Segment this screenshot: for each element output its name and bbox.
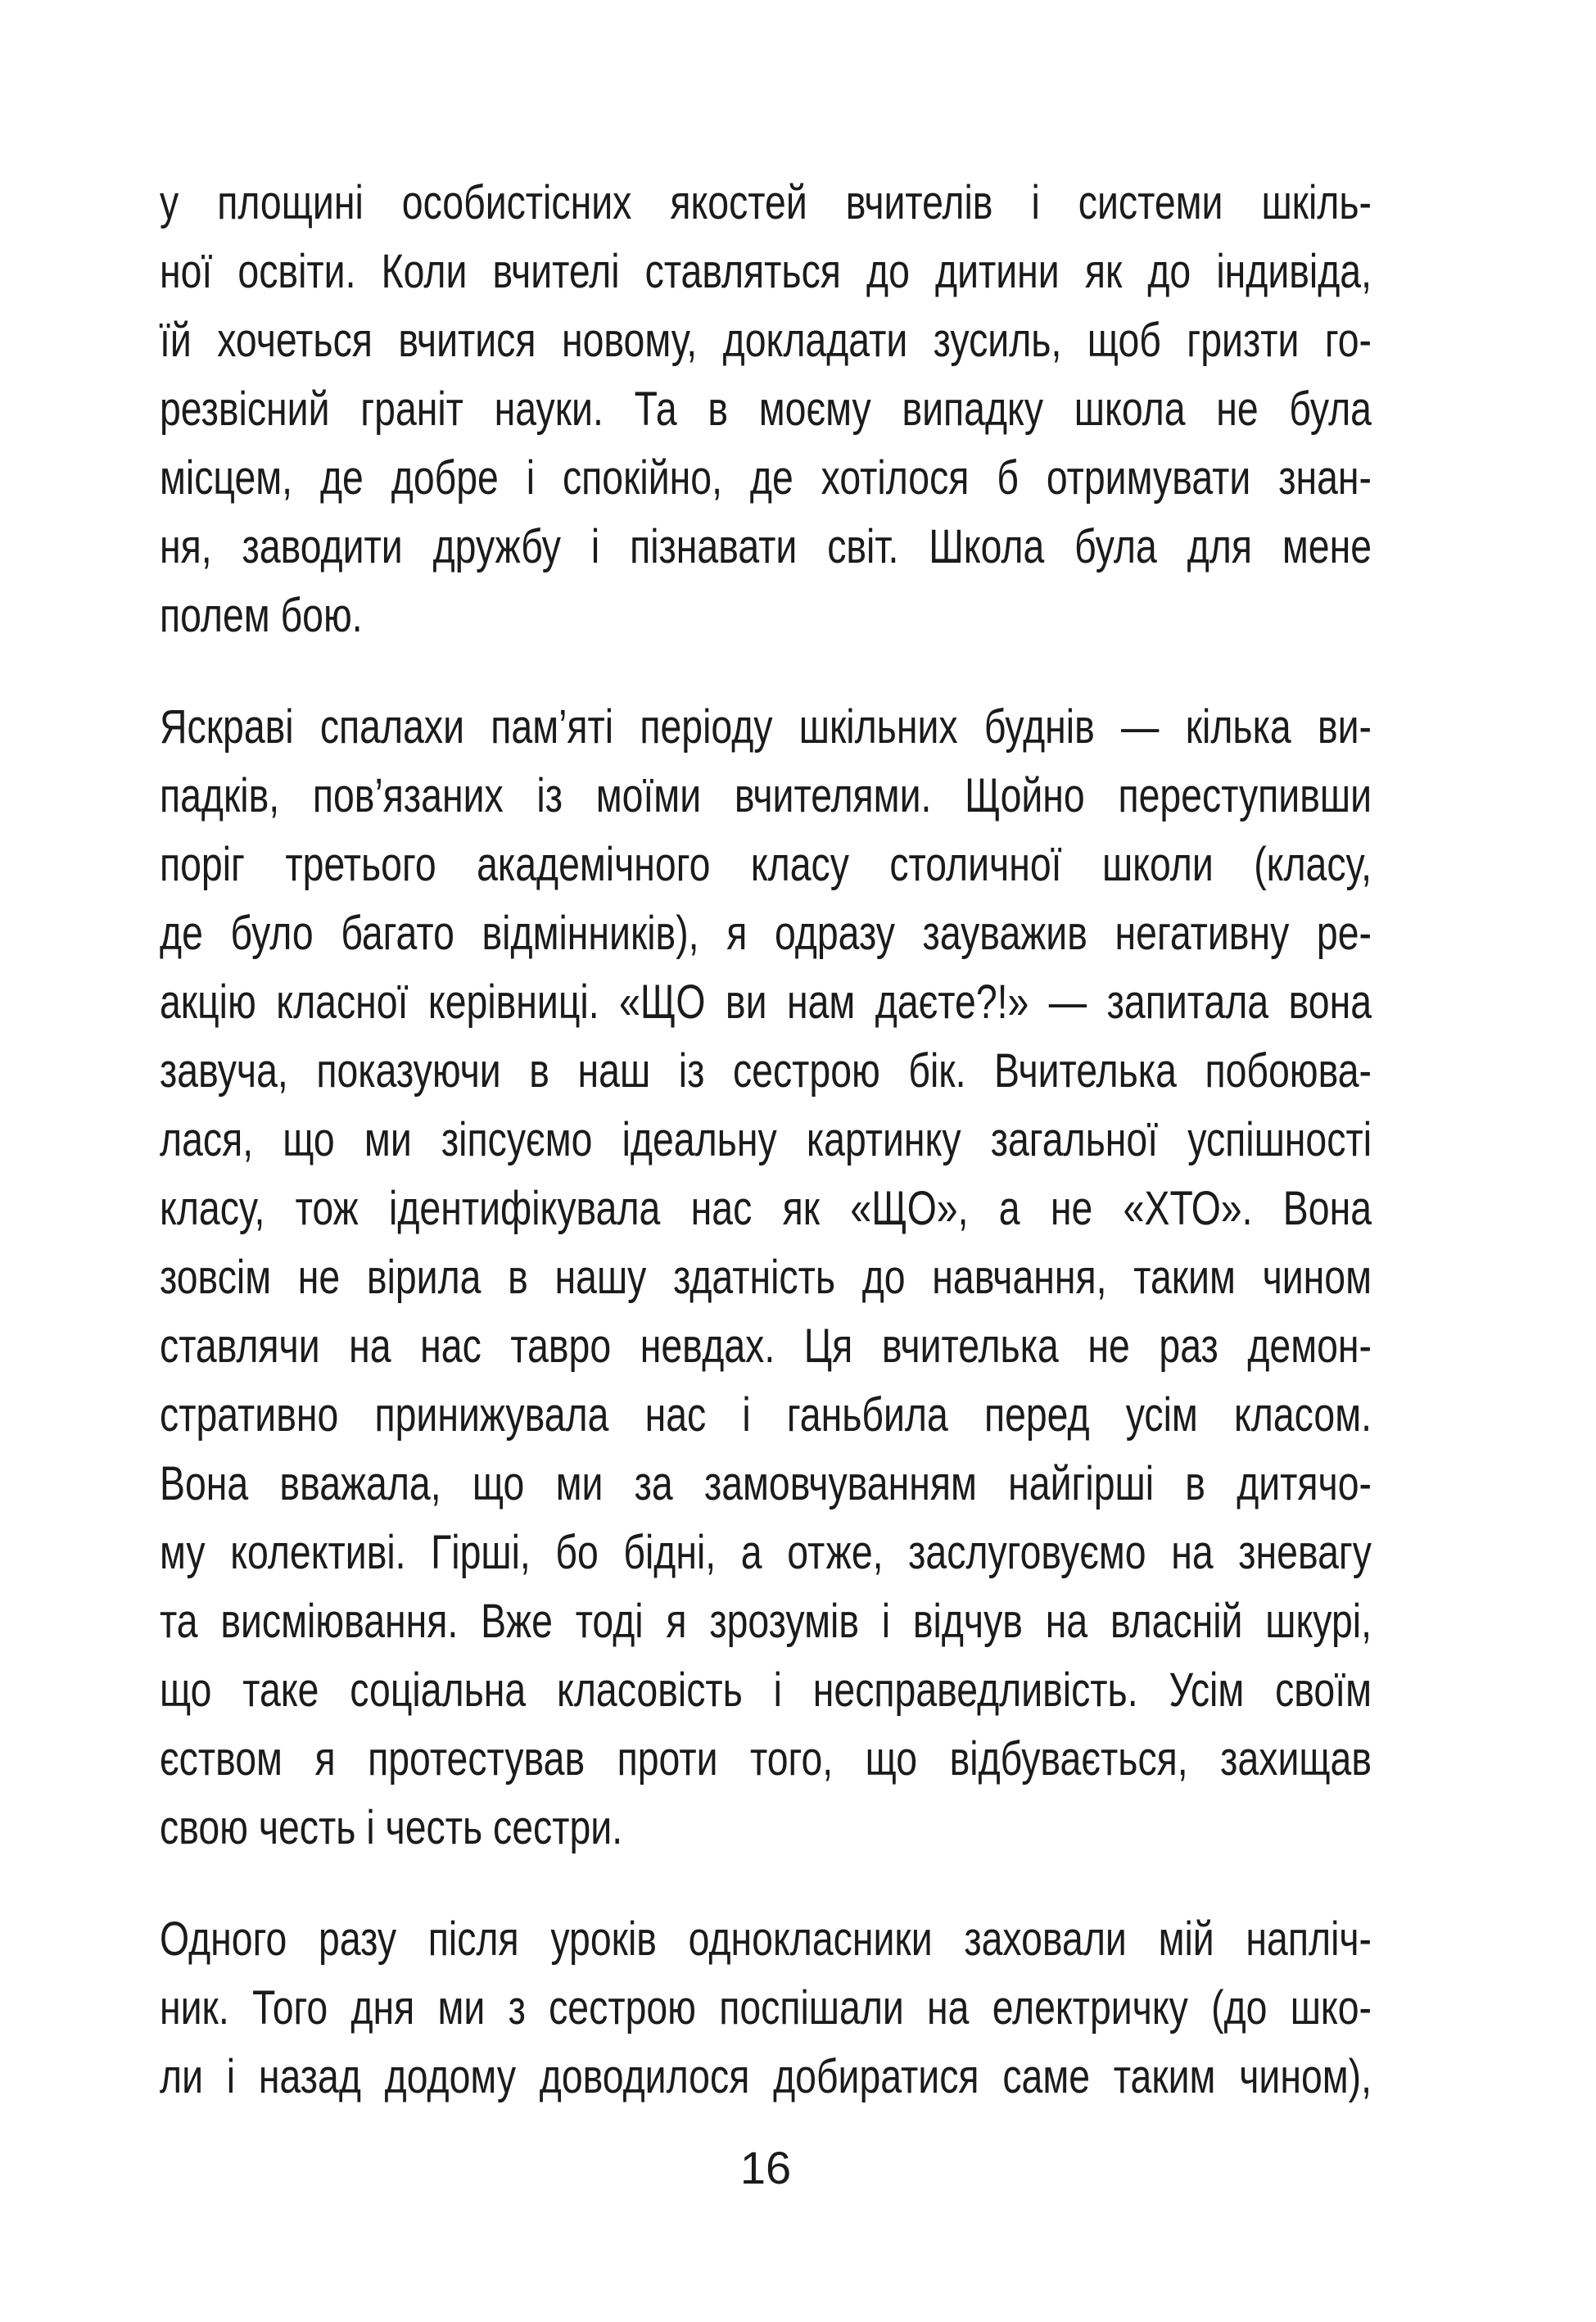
text-line: поріг третього академічного класу столичної школи (класу, bbox=[160, 838, 1372, 891]
paragraph bbox=[160, 693, 1372, 1863]
text-line: Одного разу після уроків однокласники заховали мій напліч- bbox=[160, 1912, 1372, 1966]
text-line: та висміювання. Вже тоді я зрозумів і відчув на власній шкурі, bbox=[160, 1595, 1372, 1648]
text-line: ставлячи на нас тавро невдах. Ця вчителька не раз демон- bbox=[160, 1319, 1372, 1373]
text-line: що таке соціальна класовість і несправедливість. Усім своїм bbox=[160, 1663, 1372, 1717]
text-line: стративно принижувала нас і ганьбила перед усім класом. bbox=[160, 1388, 1372, 1442]
text-line: місцем, де добре і спокійно, де хотілося б отримувати знан- bbox=[160, 451, 1372, 505]
text-line: їй хочеться вчитися новому, докладати зусиль, щоб гризти го- bbox=[160, 314, 1372, 367]
text-line: свою честь і честь сестри. bbox=[160, 1801, 623, 1854]
text-line: му колективі. Гірші, бо бідні, а отже, заслуговуємо на зневагу bbox=[160, 1526, 1372, 1579]
page-number: 16 bbox=[739, 2142, 792, 2193]
text-line: ної освіти. Коли вчителі ставляться до дитини як до індивіда, bbox=[160, 245, 1372, 298]
text-line: падків, пов’язаних із моїми вчителями. Щойно переступивши bbox=[160, 769, 1372, 822]
text-line: лася, що ми зіпсуємо ідеальну картинку загальної успішності bbox=[160, 1113, 1372, 1166]
text-line: ник. Того дня ми з сестрою поспішали на електричку (до шко- bbox=[160, 1981, 1372, 2035]
paragraph bbox=[160, 1905, 1372, 2112]
text-line: класу, тож ідентифікувала нас як «ЩО», а не «ХТО». Вона bbox=[160, 1182, 1372, 1235]
text-line: ли і назад додому доводилося добиратися саме таким чином), bbox=[160, 2050, 1372, 2103]
text-line: єством я протестував проти того, що відбувається, захищав bbox=[160, 1732, 1372, 1786]
text-line: полем бою. bbox=[160, 589, 363, 642]
page-text bbox=[160, 169, 1372, 2112]
text-line: ня, заводити дружбу і пізнавати світ. Школа була для мене bbox=[160, 520, 1372, 573]
text-line: акцію класної керівниці. «ЩО ви нам даєте?!» — запитала вона bbox=[160, 975, 1372, 1029]
text-line: зовсім не вірила в нашу здатність до навчання, таким чином bbox=[160, 1251, 1372, 1304]
text-line: Яскраві спалахи пам’яті періоду шкільних буднів — кілька ви- bbox=[160, 700, 1372, 754]
text-line: де було багато відмінників), я одразу зауважив негативну ре- bbox=[160, 907, 1372, 960]
text-line: у площині особистісних якостей вчителів і системи шкіль- bbox=[160, 176, 1372, 229]
text-line: Вона вважала, що ми за замовчуванням найгірші в дитячо- bbox=[160, 1457, 1372, 1510]
text-line: завуча, показуючи в наш із сестрою бік. Вчителька побоюва- bbox=[160, 1044, 1372, 1098]
paragraph bbox=[160, 169, 1372, 650]
text-line: резвісний граніт науки. Та в моєму випадку школа не була bbox=[160, 382, 1372, 436]
